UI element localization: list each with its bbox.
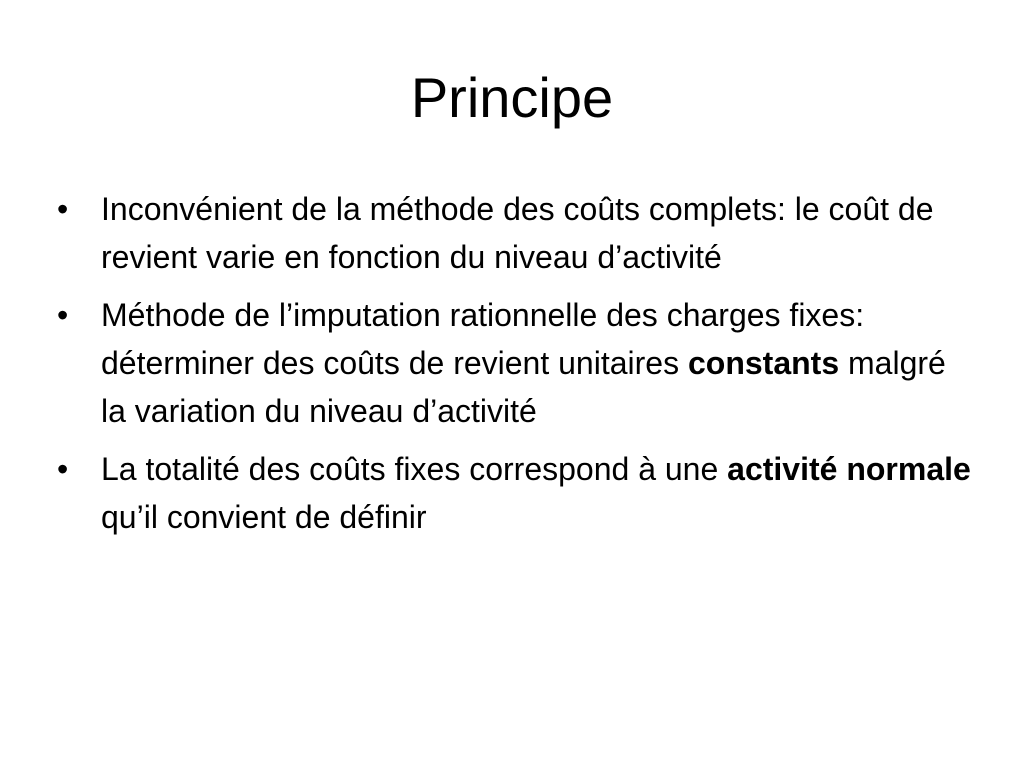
bullet-text-post: malgré la variation du niveau d’activité xyxy=(101,345,946,429)
bullet-text-pre: La totalité des coûts fixes correspond à une xyxy=(101,451,728,487)
bullet-item-2 xyxy=(54,291,974,435)
bullet-item-1 xyxy=(54,185,974,281)
bullet-list xyxy=(54,185,974,551)
slide-title: Principe xyxy=(410,66,614,129)
bullet-text-pre: Méthode de l’imputation rationnelle des charges fixes: déterminer des coûts de revient unitaires xyxy=(101,297,865,381)
bullet-icon: • xyxy=(57,451,69,487)
bullet-text-emphasis: constants xyxy=(687,345,840,381)
bullet-item-3 xyxy=(54,445,974,541)
bullet-text-emphasis: activité normale xyxy=(727,451,971,487)
bullet-icon: • xyxy=(57,297,69,333)
bullet-text-post: qu’il convient de définir xyxy=(101,499,427,535)
bullet-text: Inconvénient de la méthode des coûts complets: le coût de revient varie en fonction du niveau d’activité xyxy=(101,191,934,275)
bullet-icon: • xyxy=(57,191,69,227)
